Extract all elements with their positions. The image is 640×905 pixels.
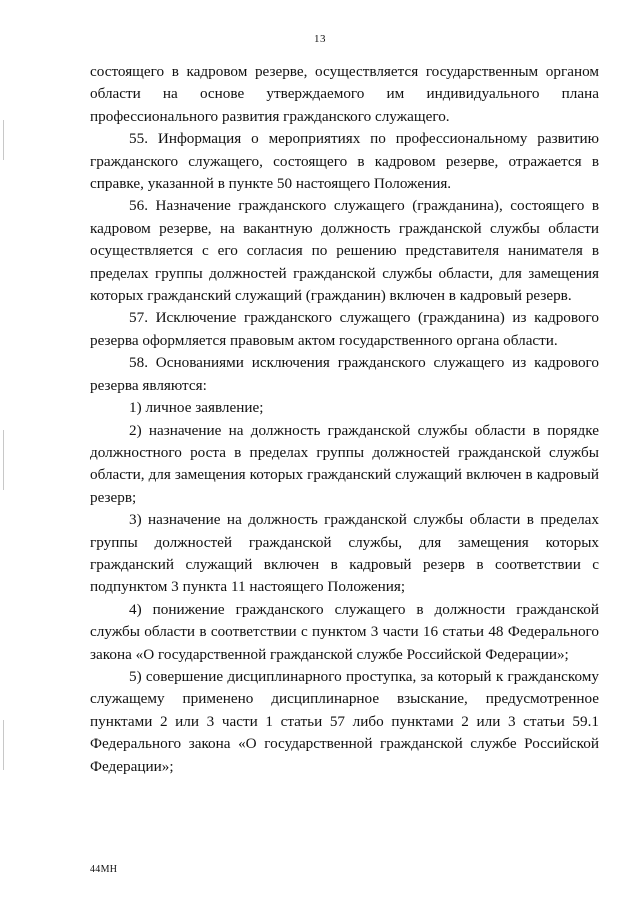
paragraph-56: 56. Назначение гражданского служащего (гражданина), состоящего в кадровом резерве, на вакантную должность гражданской службы области осуществляется с его согласия по решению представителя нанимателя в пределах группы должностей гражданской службы области, для замещения которых гражданский служащий (гражданин) включен в кадровый резерв. [90, 197, 599, 305]
list-item-4: 4) понижение гражданского служащего в должности гражданской службы области в соответствии с пунктом 3 части 16 статьи 48 Федерального закона «О государственной гражданской службе Российской Федерации»; [90, 600, 599, 663]
page-number: 13 [314, 33, 326, 45]
list-item-5: 5) совершение дисциплинарного проступка, за который к гражданскому служащему применено дисциплинарное взыскание, предусмотренное пунктами 2 или 3 части 1 статьи 57 либо пунктами 2 или 3 статьи 59.1 Федерального закона «О государственной гражданской службе Российской Федерации»; [90, 667, 599, 775]
paragraph-continuation: состоящего в кадровом резерве, осуществляется государственным органом области на основе утверждаемого им индивидуального плана профессионального развития гражданского служащего. [90, 63, 599, 125]
document-code: 44МН [90, 864, 118, 875]
list-item-1: 1) личное заявление; [129, 399, 264, 417]
scan-edge-mark [3, 430, 4, 490]
list-item-2: 2) назначение на должность гражданской службы области в порядке должностного роста в пределах группы должностей гражданской службы области, для замещения которых гражданский служащий включен в кадровый резерв; [90, 421, 599, 506]
paragraph-58: 58. Основаниями исключения гражданского служащего из кадрового резерва являются: [90, 354, 599, 394]
scan-edge-mark [3, 720, 4, 770]
list-item-3: 3) назначение на должность гражданской службы области в пределах группы должностей гражданской службы, для замещения которых гражданский служащий включен в кадровый резерв в соответствии с подпунктом 3 пункта 11 настоящего Положения; [90, 511, 599, 596]
paragraph-57: 57. Исключение гражданского служащего (гражданина) из кадрового резерва оформляется правовым актом государственного органа области. [90, 309, 599, 349]
scan-edge-mark [3, 120, 4, 160]
document-body [90, 61, 599, 778]
paragraph-55: 55. Информация о мероприятиях по профессиональному развитию гражданского служащего, состоящего в кадровом резерве, отражается в справке, указанной в пункте 50 настоящего Положения. [90, 130, 599, 193]
